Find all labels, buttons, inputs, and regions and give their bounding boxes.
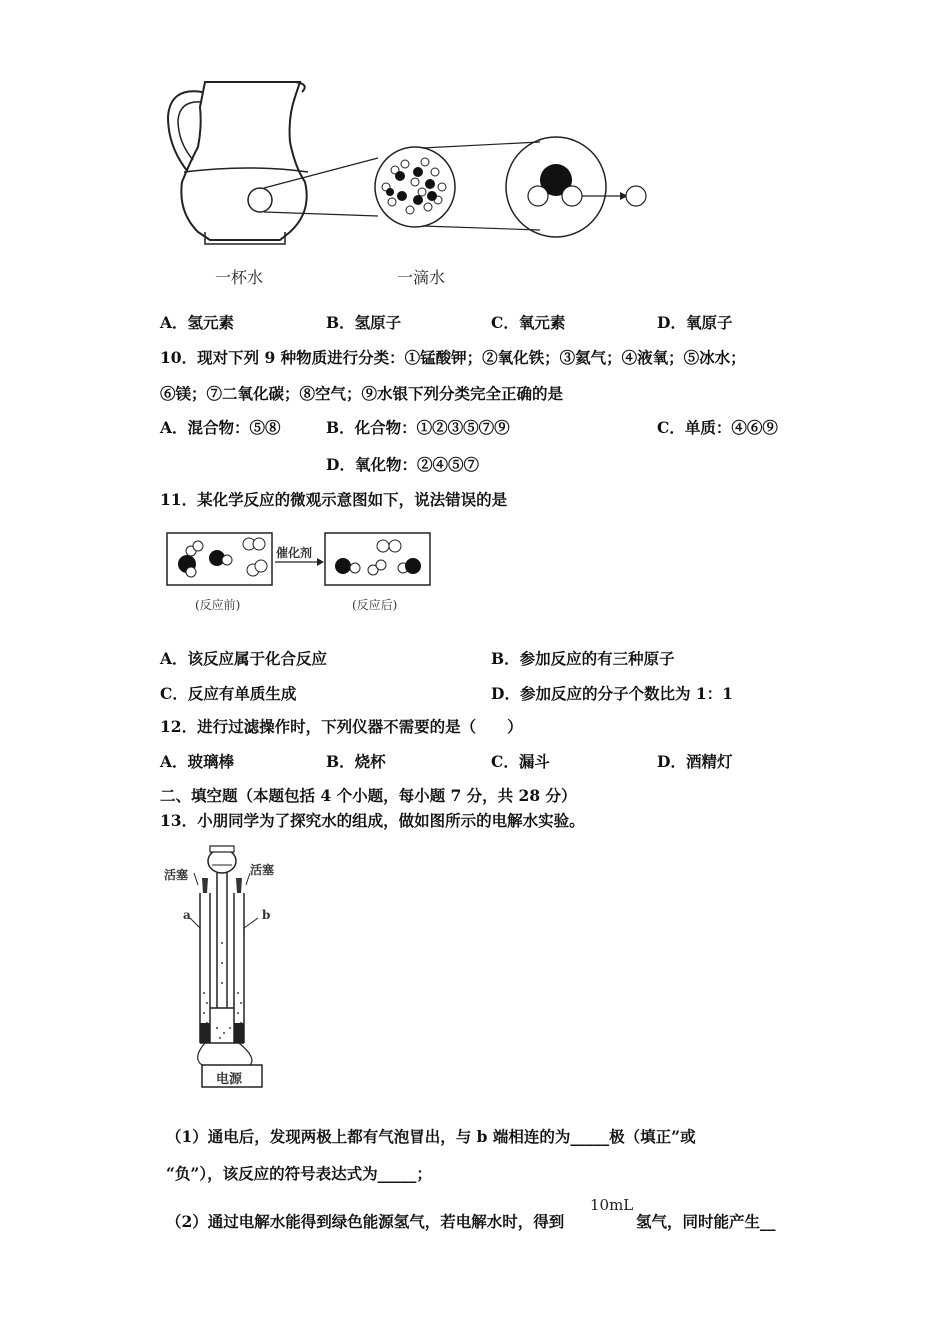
q13-part2-suffix: 氢气，同时能产生__ <box>636 1212 776 1231</box>
q10-option-b: B．化合物：①②③⑤⑦⑨ <box>326 418 510 437</box>
power-source-label: 电源 <box>216 1072 243 1087</box>
q12-option-d: D．酒精灯 <box>657 752 733 771</box>
q10-stem-line1: 10．现对下列 9 种物质进行分类：①锰酸钾；②氧化铁；③氦气；④液氧；⑤冰水； <box>160 348 746 367</box>
q13-part1-line1: （1）通电后，发现两极上都有气泡冒出，与 b 端相连的为_____极（填正”或 <box>166 1127 696 1146</box>
q13-part2-prefix: （2）通过电解水能得到绿色能源氢气，若电解水时，得到 <box>166 1212 565 1231</box>
before-label: (反应前) <box>195 598 241 612</box>
caption-drop: 一滴水 <box>397 268 446 287</box>
after-label: (反应后) <box>352 598 398 612</box>
q11-option-a: A．该反应属于化合反应 <box>160 649 328 668</box>
q11-option-c: C．反应有单质生成 <box>160 684 297 703</box>
q9-option-c: C．氧元素 <box>491 313 566 332</box>
q9-option-d: D．氧原子 <box>657 313 733 332</box>
q13-volume: 10mL <box>590 1196 634 1214</box>
stopcock-label-left: 活塞 <box>164 868 189 882</box>
q9-option-b: B．氢原子 <box>326 313 402 332</box>
q9-option-a: A．氢元素 <box>160 313 235 332</box>
q11-stem: 11．某化学反应的微观示意图如下，说法错误的是 <box>160 490 508 509</box>
stopcock-label-right: 活塞 <box>250 863 275 877</box>
q10-stem-line2: ⑥镁；⑦二氧化碳；⑧空气；⑨水银下列分类完全正确的是 <box>160 384 564 403</box>
q10-option-c: C．单质：④⑥⑨ <box>657 418 778 437</box>
caption-cup: 一杯水 <box>215 268 264 287</box>
q13-part1-line2: “负”），该反应的符号表达式为_____； <box>166 1164 432 1183</box>
section2-title: 二、填空题（本题包括 4 个小题，每小题 7 分，共 28 分） <box>160 786 577 805</box>
q10-option-a: A．混合物：⑤⑧ <box>160 418 281 437</box>
catalyst-label: 催化剂 <box>276 546 313 560</box>
q12-option-c: C．漏斗 <box>491 752 550 771</box>
q12-stem: 12．进行过滤操作时，下列仪器不需要的是（ ） <box>160 717 523 736</box>
q11-option-d: D．参加反应的分子个数比为 1：1 <box>491 684 733 703</box>
electrode-a-label: a <box>183 908 191 922</box>
q11-option-b: B．参加反应的有三种原子 <box>491 649 675 668</box>
q12-option-a: A．玻璃棒 <box>160 752 235 771</box>
water-pitcher-figure <box>160 72 660 262</box>
q13-stem: 13．小朋同学为了探究水的组成，做如图所示的电解水实验。 <box>160 811 585 830</box>
q10-option-d: D．氧化物：②④⑤⑦ <box>326 455 479 474</box>
electrode-b-label: b <box>262 908 271 922</box>
q12-option-b: B．烧杯 <box>326 752 386 771</box>
